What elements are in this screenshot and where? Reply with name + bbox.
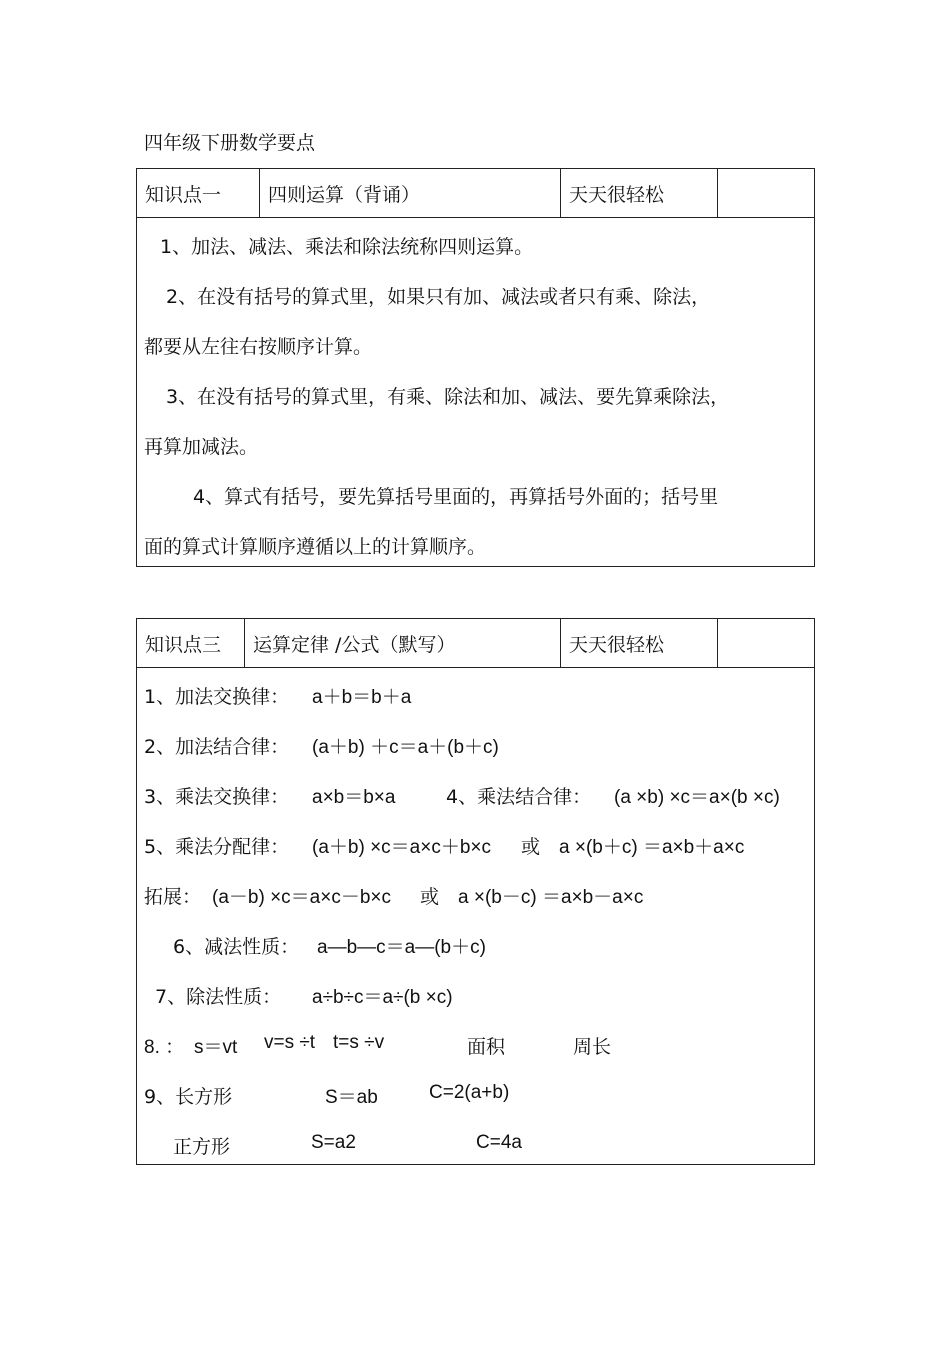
law-label: 2、加法结合律： xyxy=(144,736,290,758)
or-word: 或 xyxy=(521,836,541,858)
law-label: 拓展： xyxy=(144,886,202,908)
table-body xyxy=(137,218,815,567)
law-formula: a ×(b＋c) ＝a×b＋a×c xyxy=(559,837,745,858)
knowledge-table-1 xyxy=(136,168,815,567)
law-formula: (a＋b) ＋c＝a＋(b＋c) xyxy=(312,737,499,758)
header-cell-blank xyxy=(718,619,815,668)
law-formula: (a＋b) ×c＝a×c＋b×c xyxy=(312,837,491,858)
header-cell-subject: 运算定律 /公式（默写） xyxy=(245,619,561,668)
header-cell-subject: 四则运算（背诵） xyxy=(260,169,561,218)
text-line: 都要从左往右按顺序计算。 xyxy=(144,336,373,358)
document-title: 四年级下册数学要点 xyxy=(144,132,316,154)
shape-label: 正方形 xyxy=(173,1136,231,1158)
formula: s＝vt xyxy=(194,1037,238,1058)
law-label: 1、加法交换律： xyxy=(144,686,290,708)
header-cell-blank xyxy=(718,169,815,218)
law-label: 7、除法性质： xyxy=(155,986,282,1008)
text-line: 再算加减法。 xyxy=(144,436,259,458)
law-formula: a÷b÷c＝a÷(b ×c) xyxy=(312,987,453,1008)
law-label: 3、乘法交换律： xyxy=(144,786,290,808)
law-label: 4、乘法结合律： xyxy=(446,786,592,808)
text-line: 面的算式计算顺序遵循以上的计算顺序。 xyxy=(144,536,487,558)
formula: v=s ÷t xyxy=(264,1032,316,1053)
header-cell-topic: 知识点一 xyxy=(137,169,260,218)
law-formula: a—b—c＝a—(b＋c) xyxy=(317,937,486,958)
formula-label: 8. ： xyxy=(144,1037,185,1058)
area-formula: S=a2 xyxy=(311,1132,356,1153)
law-formula: a＋b＝b＋a xyxy=(312,687,412,708)
text-line: 2、在没有括号的算式里，如果只有加、减法或者只有乘、除法， xyxy=(166,286,711,308)
text-line: 3、在没有括号的算式里，有乘、除法和加、减法、要先算乘除法， xyxy=(166,386,730,408)
header-cell-motto: 天天很轻松 xyxy=(561,169,718,218)
or-word: 或 xyxy=(420,886,440,908)
area-formula: S＝ab xyxy=(325,1087,378,1108)
text-line: 1、加法、减法、乘法和除法统称四则运算。 xyxy=(160,236,534,258)
formula: t=s ÷v xyxy=(333,1032,385,1053)
table-header-row xyxy=(137,619,815,668)
law-label: 5、乘法分配律： xyxy=(144,836,290,858)
perimeter-word: 周长 xyxy=(573,1036,612,1058)
perimeter-formula: C=4a xyxy=(476,1132,522,1153)
shape-label: 9、长方形 xyxy=(144,1086,233,1108)
law-label: 6、减法性质： xyxy=(173,936,300,958)
header-cell-motto: 天天很轻松 xyxy=(561,619,718,668)
knowledge-table-3 xyxy=(136,618,815,1165)
text-line: 4、算式有括号，要先算括号里面的，再算括号外面的；括号里 xyxy=(193,486,719,508)
law-formula: (a－b) ×c＝a×c－b×c xyxy=(212,887,391,908)
table-body xyxy=(137,668,815,1165)
header-cell-topic: 知识点三 xyxy=(137,619,245,668)
law-formula: (a ×b) ×c＝a×(b ×c) xyxy=(614,787,780,808)
area-word: 面积 xyxy=(467,1036,506,1058)
perimeter-formula: C=2(a+b) xyxy=(429,1082,510,1103)
law-formula: a×b＝b×a xyxy=(312,787,396,808)
law-formula: a ×(b－c) ＝a×b－a×c xyxy=(458,887,644,908)
table-header-row xyxy=(137,169,815,218)
